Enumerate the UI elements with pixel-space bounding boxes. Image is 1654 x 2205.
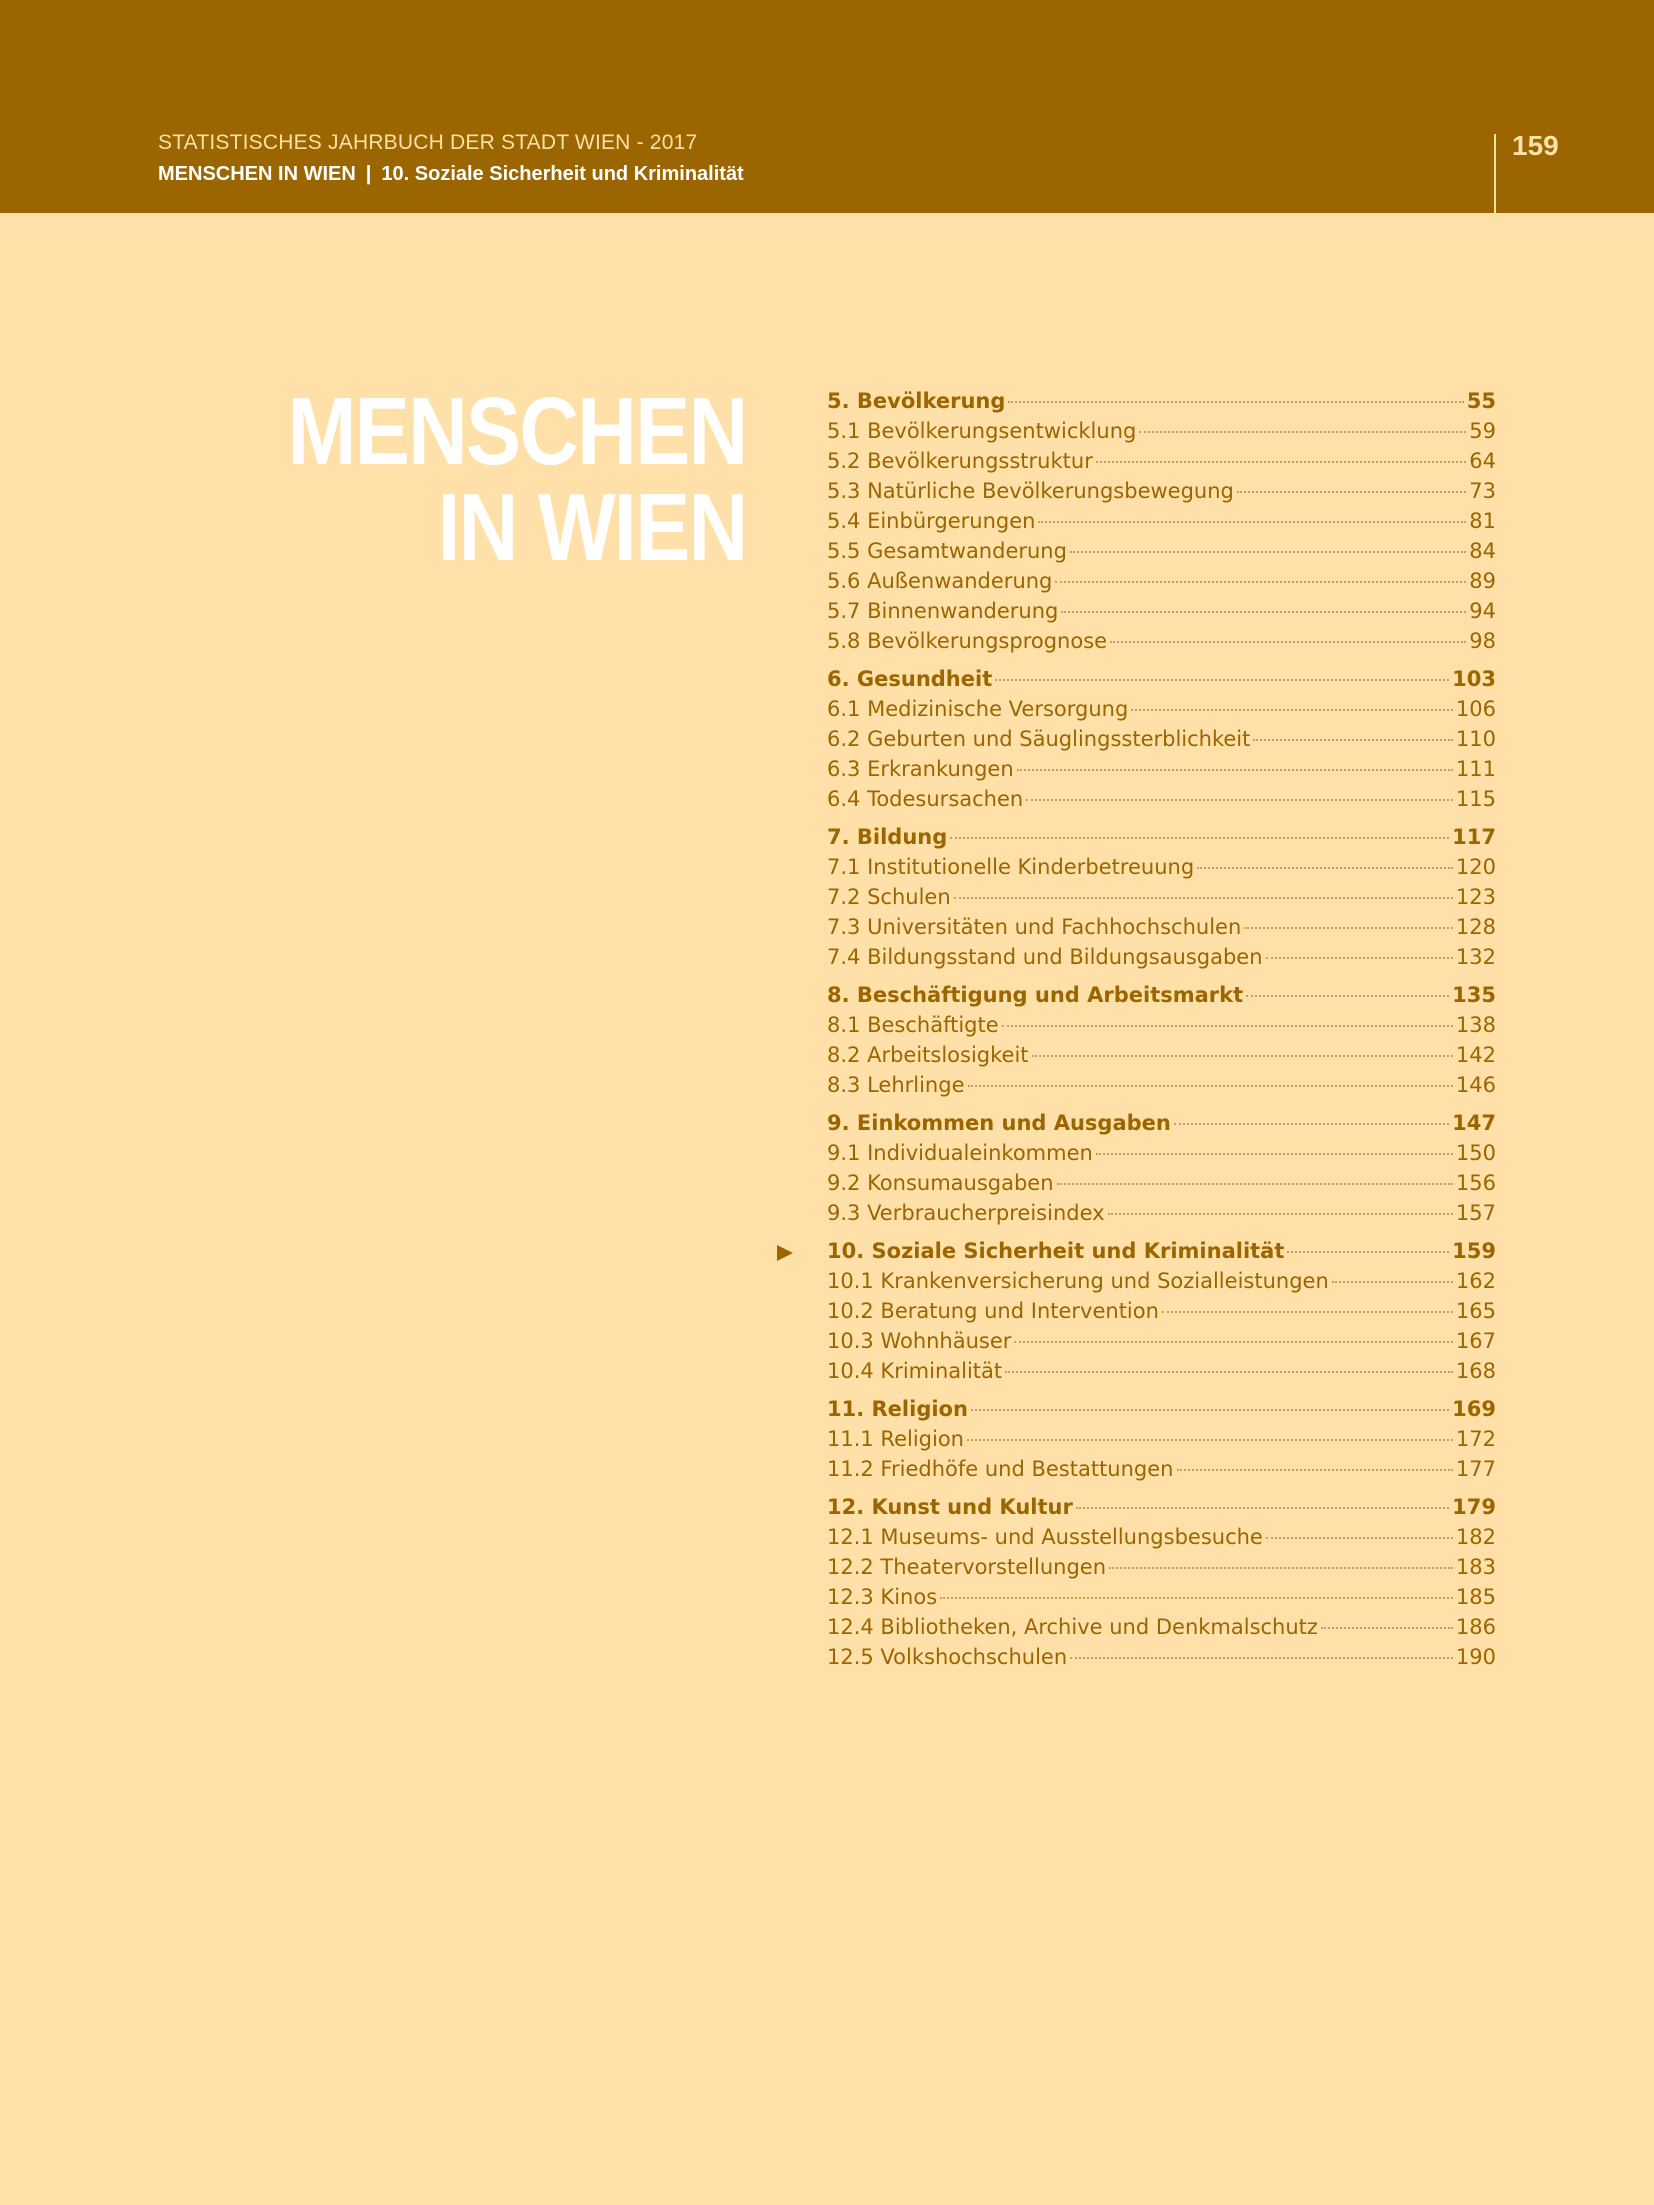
toc-entry[interactable] (827, 1356, 1496, 1386)
toc-entry-label: 12.5 Volkshochschulen (827, 1645, 1068, 1669)
toc-entry-page: 186 (1455, 1615, 1496, 1639)
toc-entry[interactable] (827, 506, 1496, 536)
toc-section-entry[interactable] (827, 980, 1496, 1010)
toc-entry[interactable] (827, 476, 1496, 506)
toc-entry[interactable] (827, 1296, 1496, 1326)
toc-section-entry[interactable] (827, 386, 1496, 416)
toc-entry[interactable] (827, 1522, 1496, 1552)
dot-leader (1162, 1311, 1453, 1313)
dot-leader (1070, 551, 1466, 553)
toc-entry-label: 10.1 Krankenversicherung und Sozialleistungen (827, 1269, 1329, 1293)
toc-section-label: 8. Beschäftigung und Arbeitsmarkt (827, 983, 1244, 1007)
toc-entry-page: 177 (1455, 1457, 1496, 1481)
dot-leader (1110, 641, 1466, 643)
dot-leader (1197, 867, 1453, 869)
toc-entry-label: 5.6 Außenwanderung (827, 569, 1053, 593)
toc-entry-label: 7.4 Bildungsstand und Bildungsausgaben (827, 945, 1263, 969)
toc-entry[interactable] (827, 1612, 1496, 1642)
toc-entry-label: 7.2 Schulen (827, 885, 951, 909)
dot-leader (971, 1409, 1449, 1411)
toc-section-entry[interactable] (827, 664, 1496, 694)
toc-entry-label: 5.2 Bevölkerungsstruktur (827, 449, 1093, 473)
toc-entry-page: 123 (1455, 885, 1496, 909)
toc-entry[interactable] (827, 1010, 1496, 1040)
toc-entry[interactable] (827, 1266, 1496, 1296)
toc-entry-page: 110 (1455, 727, 1496, 751)
toc-entry-page: 120 (1455, 855, 1496, 879)
toc-entry[interactable] (827, 724, 1496, 754)
dot-leader (968, 1085, 1453, 1087)
toc-entry-label: 9.3 Verbraucherpreisindex (827, 1201, 1105, 1225)
dot-leader (1266, 957, 1453, 959)
dot-leader (995, 679, 1449, 681)
page-header (0, 0, 1654, 213)
dot-leader (1055, 581, 1466, 583)
toc-group (827, 1492, 1496, 1672)
part-heading-line-1: MENSCHEN (287, 378, 746, 485)
dot-leader (1070, 1657, 1453, 1659)
toc-entry-label: 12.4 Bibliotheken, Archive und Denkmalschutz (827, 1615, 1318, 1639)
toc-entry[interactable] (827, 1424, 1496, 1454)
dot-leader (1057, 1183, 1453, 1185)
toc-entry-label: 8.2 Arbeitslosigkeit (827, 1043, 1029, 1067)
toc-entry-label: 5.3 Natürliche Bevölkerungsbewegung (827, 479, 1234, 503)
toc-group (827, 1394, 1496, 1484)
toc-entry-label: 12.3 Kinos (827, 1585, 938, 1609)
toc-entry-label: 5.1 Bevölkerungsentwicklung (827, 419, 1137, 443)
toc-entry-page: 98 (1469, 629, 1496, 653)
toc-section-page: 103 (1452, 667, 1496, 691)
chapter-title: 10. Soziale Sicherheit und Kriminalität (381, 163, 744, 185)
toc-entry-label: 6.4 Todesursachen (827, 787, 1024, 811)
toc-entry-label: 6.2 Geburten und Säuglingssterblichkeit (827, 727, 1251, 751)
toc-entry[interactable] (827, 1582, 1496, 1612)
toc-entry-page: 64 (1469, 449, 1496, 473)
toc-section-page: 117 (1452, 825, 1496, 849)
toc-section-entry[interactable] (827, 1492, 1496, 1522)
toc-section-entry[interactable] (827, 1108, 1496, 1138)
toc-entry[interactable] (827, 882, 1496, 912)
toc-section-label: 5. Bevölkerung (827, 389, 1006, 413)
toc-entry-page: 165 (1455, 1299, 1496, 1323)
toc-entry[interactable] (827, 942, 1496, 972)
toc-group (827, 1108, 1496, 1228)
dot-leader (1038, 521, 1466, 523)
dot-leader (1096, 1153, 1453, 1155)
toc-entry-page: 172 (1455, 1427, 1496, 1451)
dot-leader (1332, 1281, 1453, 1283)
part-heading (287, 378, 746, 581)
dot-leader (1237, 491, 1466, 493)
part-heading-line-2: IN WIEN (436, 474, 746, 581)
dot-leader (954, 897, 1453, 899)
part-title: MENSCHEN IN WIEN (158, 163, 356, 185)
toc-entry-label: 11.2 Friedhöfe und Bestattungen (827, 1457, 1174, 1481)
toc-section-label: 9. Einkommen und Ausgaben (827, 1111, 1171, 1135)
dot-leader (1321, 1627, 1453, 1629)
dot-leader (1287, 1251, 1449, 1253)
toc-entry-page: 162 (1455, 1269, 1496, 1293)
dot-leader (1246, 995, 1449, 997)
toc-section-label: 10. Soziale Sicherheit und Kriminalität (827, 1239, 1285, 1263)
toc-entry[interactable] (827, 852, 1496, 882)
toc-entry[interactable] (827, 536, 1496, 566)
toc-entry-label: 10.4 Kriminalität (827, 1359, 1003, 1383)
toc-group (827, 980, 1496, 1100)
dot-leader (1139, 431, 1466, 433)
dot-leader (1026, 799, 1453, 801)
toc-entry-page: 59 (1469, 419, 1496, 443)
dot-leader (1266, 1537, 1453, 1539)
toc-entry-label: 10.2 Beratung und Intervention (827, 1299, 1159, 1323)
toc-entry-label: 5.4 Einbürgerungen (827, 509, 1036, 533)
dot-leader (1017, 769, 1453, 771)
toc-entry-label: 10.3 Wohnhäuser (827, 1329, 1012, 1353)
toc-entry-page: 115 (1455, 787, 1496, 811)
dot-leader (940, 1597, 1453, 1599)
toc-section-page: 169 (1452, 1397, 1496, 1421)
header-divider (1494, 134, 1496, 213)
toc-entry[interactable] (827, 1070, 1496, 1100)
toc-entry-label: 6.3 Erkrankungen (827, 757, 1014, 781)
toc-entry-page: 128 (1455, 915, 1496, 939)
toc-entry-label: 11.1 Religion (827, 1427, 964, 1451)
dot-leader (1131, 709, 1453, 711)
dot-leader (1253, 739, 1453, 741)
toc-entry[interactable] (827, 1198, 1496, 1228)
toc-section-label: 11. Religion (827, 1397, 968, 1421)
dot-leader (1108, 1213, 1453, 1215)
toc-entry-page: 94 (1469, 599, 1496, 623)
toc-entry-page: 89 (1469, 569, 1496, 593)
toc-entry-page: 168 (1455, 1359, 1496, 1383)
toc-section-page: 135 (1452, 983, 1496, 1007)
dot-leader (1244, 927, 1453, 929)
dot-leader (1076, 1507, 1449, 1509)
dot-leader (1174, 1123, 1449, 1125)
publication-title: STATISTISCHES JAHRBUCH DER STADT WIEN - 2017 (158, 131, 698, 154)
toc-entry-label: 5.5 Gesamtwanderung (827, 539, 1067, 563)
running-head (158, 163, 744, 186)
toc-entry-page: 73 (1469, 479, 1496, 503)
toc-entry-page: 156 (1455, 1171, 1496, 1195)
dot-leader (1109, 1567, 1453, 1569)
toc-entry[interactable] (827, 416, 1496, 446)
toc-entry[interactable] (827, 784, 1496, 814)
toc-section-entry[interactable] (827, 1236, 1496, 1266)
dot-leader (1005, 1371, 1453, 1373)
dot-leader (1008, 401, 1463, 403)
toc-group (827, 1236, 1496, 1386)
toc-section-label: 7. Bildung (827, 825, 948, 849)
toc-entry[interactable] (827, 1642, 1496, 1672)
table-of-contents (827, 386, 1496, 1680)
toc-entry-label: 9.2 Konsumausgaben (827, 1171, 1054, 1195)
toc-entry[interactable] (827, 754, 1496, 784)
toc-entry-label: 7.3 Universitäten und Fachhochschulen (827, 915, 1242, 939)
toc-entry[interactable] (827, 1454, 1496, 1484)
dot-leader (1014, 1341, 1452, 1343)
toc-entry[interactable] (827, 912, 1496, 942)
dot-leader (950, 837, 1449, 839)
dot-leader (1096, 461, 1466, 463)
toc-entry-label: 5.7 Binnenwanderung (827, 599, 1059, 623)
dot-leader (1061, 611, 1466, 613)
toc-section-page: 179 (1452, 1495, 1496, 1519)
dot-leader (1002, 1025, 1453, 1027)
toc-entry-page: 138 (1455, 1013, 1496, 1037)
toc-entry[interactable] (827, 694, 1496, 724)
dot-leader (1177, 1469, 1453, 1471)
toc-group (827, 664, 1496, 814)
toc-entry-page: 185 (1455, 1585, 1496, 1609)
toc-section-entry[interactable] (827, 1394, 1496, 1424)
toc-entry[interactable] (827, 1138, 1496, 1168)
toc-entry-label: 6.1 Medizinische Versorgung (827, 697, 1129, 721)
toc-entry-page: 183 (1455, 1555, 1496, 1579)
toc-entry-page: 167 (1455, 1329, 1496, 1353)
dot-leader (967, 1439, 1453, 1441)
toc-entry-label: 9.1 Individualeinkommen (827, 1141, 1093, 1165)
running-head-separator: | (365, 163, 372, 185)
current-chapter-arrow-icon (777, 1245, 793, 1261)
toc-entry[interactable] (827, 626, 1496, 656)
toc-entry[interactable] (827, 1326, 1496, 1356)
toc-entry-label: 12.1 Museums- und Ausstellungsbesuche (827, 1525, 1263, 1549)
toc-entry-page: 106 (1455, 697, 1496, 721)
toc-entry-page: 81 (1469, 509, 1496, 533)
toc-entry[interactable] (827, 446, 1496, 476)
toc-section-page: 147 (1452, 1111, 1496, 1135)
toc-entry-label: 12.2 Theatervorstellungen (827, 1555, 1106, 1579)
toc-entry[interactable] (827, 1040, 1496, 1070)
toc-entry-label: 7.1 Institutionelle Kinderbetreuung (827, 855, 1195, 879)
toc-entry-page: 132 (1455, 945, 1496, 969)
toc-entry-page: 157 (1455, 1201, 1496, 1225)
toc-section-page: 55 (1466, 389, 1496, 413)
page-number: 159 (1512, 130, 1559, 161)
toc-entry[interactable] (827, 1552, 1496, 1582)
toc-section-entry[interactable] (827, 822, 1496, 852)
toc-group (827, 386, 1496, 656)
toc-group (827, 822, 1496, 972)
toc-section-label: 12. Kunst und Kultur (827, 1495, 1073, 1519)
toc-entry-page: 182 (1455, 1525, 1496, 1549)
toc-entry-page: 146 (1455, 1073, 1496, 1097)
toc-entry-page: 150 (1455, 1141, 1496, 1165)
toc-entry-page: 111 (1455, 757, 1496, 781)
toc-entry-page: 84 (1469, 539, 1496, 563)
toc-entry-page: 190 (1455, 1645, 1496, 1669)
toc-section-label: 6. Gesundheit (827, 667, 993, 691)
dot-leader (1032, 1055, 1453, 1057)
toc-entry[interactable] (827, 596, 1496, 626)
toc-entry-label: 5.8 Bevölkerungsprognose (827, 629, 1108, 653)
toc-entry-label: 8.1 Beschäftigte (827, 1013, 999, 1037)
toc-entry[interactable] (827, 1168, 1496, 1198)
toc-entry[interactable] (827, 566, 1496, 596)
toc-entry-page: 142 (1455, 1043, 1496, 1067)
toc-entry-label: 8.3 Lehrlinge (827, 1073, 965, 1097)
toc-section-page: 159 (1452, 1239, 1496, 1263)
